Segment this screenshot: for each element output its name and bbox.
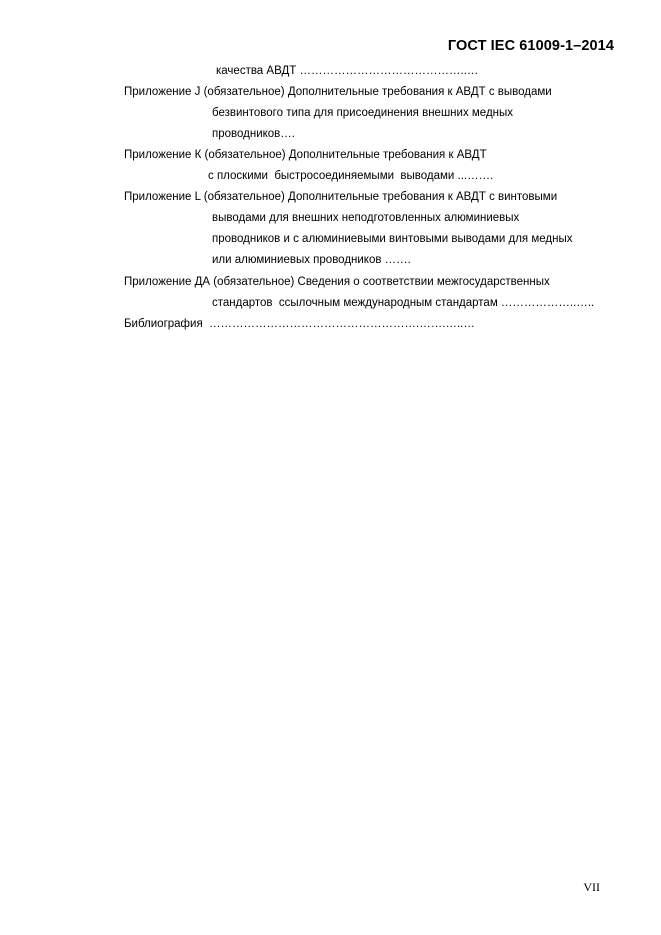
toc-entry-annex-da: Приложение ДА (обязательное) Сведения о соответствии межгосударственных [124, 276, 550, 288]
toc-line-continuation: проводников…. [212, 128, 295, 140]
toc-line-continuation: проводников и с алюминиевыми винтовыми выводами для медных [212, 233, 573, 245]
toc-entry-annex-l: Приложение L (обязательное) Дополнительные требования к АВДТ с винтовыми [124, 191, 558, 203]
toc-line-continuation: выводами для внешних неподготовленных алюминиевых [212, 212, 520, 224]
document-header-standard-id: ГОСТ IEC 61009-1–2014 [447, 38, 614, 54]
toc-entry-annex-j: Приложение J (обязательное) Дополнительные требования к АВДТ с выводами [124, 86, 552, 98]
toc-line-continuation: качества АВДТ ……………………………………..… [216, 65, 479, 77]
toc-entry-bibliography: Библиография ……………………………………………….…….…..… [124, 318, 475, 330]
toc-line-continuation: или алюминиевых проводников ……. [212, 254, 411, 266]
toc-line-continuation: безвинтового типа для присоединения внешних медных [212, 107, 514, 119]
toc-line-continuation: стандартов ссылочным международным стандартам ………………..….. [212, 297, 595, 309]
toc-entry-annex-k: Приложение К (обязательное) Дополнительные требования к АВДТ [124, 149, 487, 161]
page-number: VII [583, 880, 600, 894]
toc-line-continuation: с плоскими быстросоединяемыми выводами ...……. [208, 170, 494, 182]
